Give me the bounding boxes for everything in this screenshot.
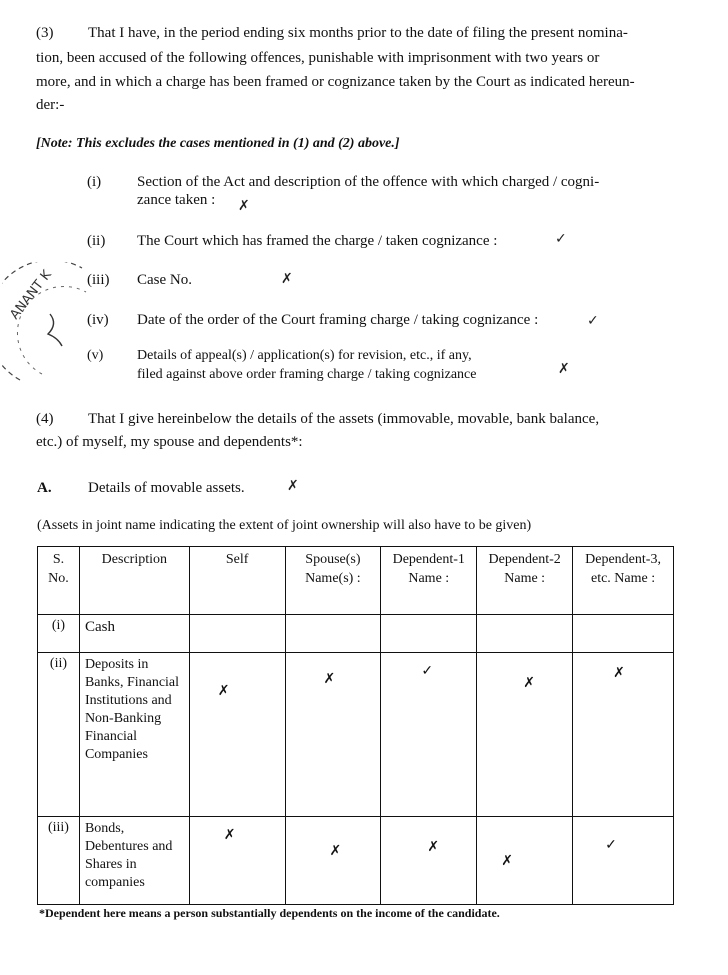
item-iii-number: (iii): [87, 272, 110, 288]
para3-line4: der:-: [36, 97, 65, 113]
cell-spouse: ✗: [285, 817, 381, 905]
row-sno: (i): [38, 615, 80, 653]
item-v-line2: filed against above order framing charge / taking cognizance: [137, 367, 477, 382]
cell-self: [189, 615, 285, 653]
para3-number: (3): [36, 25, 54, 41]
table-row: [38, 653, 674, 817]
header-sno: S. No.: [38, 547, 80, 615]
cross-mark-icon: ✗: [238, 198, 250, 214]
cell-dependent-1: ✓: [381, 653, 477, 817]
item-v-line1: Details of appeal(s) / application(s) for revision, etc., if any,: [137, 348, 472, 363]
cell-dependent-3: ✓: [573, 817, 674, 905]
para4-line1: That I give hereinbelow the details of the assets (immovable, movable, bank balance,: [88, 411, 600, 427]
seal-stamp-icon: [2, 262, 122, 392]
cross-mark-icon: ✗: [281, 271, 293, 287]
cell-dependent-2: ✗: [477, 653, 573, 817]
row-description: Cash: [79, 615, 189, 653]
header-dependent-2: Dependent-2 Name :: [477, 547, 573, 615]
header-self: Self: [189, 547, 285, 615]
cross-mark-icon: ✗: [287, 478, 299, 494]
item-i-line1: Section of the Act and description of the offence with which charged / cogni-: [137, 174, 600, 190]
para3-line3: more, and in which a charge has been framed or cognizance taken by the Court as indicated hereun-: [36, 74, 635, 90]
footnote: *Dependent here means a person substantially dependents on the income of the candidate.: [39, 906, 500, 920]
item-iv-number: (iv): [87, 312, 109, 328]
para4-line2: etc.) of myself, my spouse and dependents*:: [36, 434, 303, 450]
cell-dependent-3: ✗: [573, 653, 674, 817]
cell-self: ✗: [189, 653, 285, 817]
item-ii-line1: The Court which has framed the charge / taken cognizance :: [137, 233, 498, 249]
header-dependent-1: Dependent-1 Name :: [381, 547, 477, 615]
item-v-number: (v): [87, 348, 104, 363]
cell-spouse: [285, 615, 381, 653]
table-row: [38, 615, 674, 653]
item-iii-line1: Case No.: [137, 272, 192, 288]
cell-dependent-1: ✗: [381, 817, 477, 905]
check-mark-icon: ✓: [587, 313, 599, 329]
cell-dependent-2: ✗: [477, 817, 573, 905]
table-header-row: [38, 547, 674, 615]
header-dependent-3: Dependent-3, etc. Name :: [573, 547, 674, 615]
joint-ownership-note: (Assets in joint name indicating the extent of joint ownership will also have to be given): [37, 518, 532, 533]
row-description: Bonds, Debentures and Shares in companies: [79, 817, 189, 905]
section-a-label: A.: [37, 480, 52, 496]
cell-dependent-2: [477, 615, 573, 653]
stamp-text: ANANT K: [7, 267, 55, 323]
table-row: [38, 817, 674, 905]
cell-dependent-3: [573, 615, 674, 653]
note-text: [Note: This excludes the cases mentioned in (1) and (2) above.]: [36, 136, 400, 151]
cell-self: ✗: [189, 817, 285, 905]
item-i-line2: zance taken :: [137, 192, 216, 208]
cell-dependent-1: [381, 615, 477, 653]
item-iv-line1: Date of the order of the Court framing charge / taking cognizance :: [137, 312, 539, 328]
para3-line1: That I have, in the period ending six months prior to the date of filing the present nomina-: [88, 25, 628, 41]
row-sno: (ii): [38, 653, 80, 817]
para4-number: (4): [36, 411, 54, 427]
header-spouse: Spouse(s) Name(s) :: [285, 547, 381, 615]
row-sno: (iii): [38, 817, 80, 905]
movable-assets-table: [37, 546, 674, 905]
item-ii-number: (ii): [87, 233, 106, 249]
para3-line2: tion, been accused of the following offences, punishable with imprisonment with two years or: [36, 50, 600, 66]
section-a-title: Details of movable assets.: [88, 480, 245, 496]
cell-spouse: ✗: [285, 653, 381, 817]
cross-mark-icon: ✗: [558, 361, 570, 377]
item-i-number: (i): [87, 174, 102, 190]
header-description: Description: [79, 547, 189, 615]
check-mark-icon: ✓: [555, 231, 567, 247]
row-description: Deposits in Banks, Financial Institutions and Non-Banking Financial Companies: [79, 653, 189, 817]
